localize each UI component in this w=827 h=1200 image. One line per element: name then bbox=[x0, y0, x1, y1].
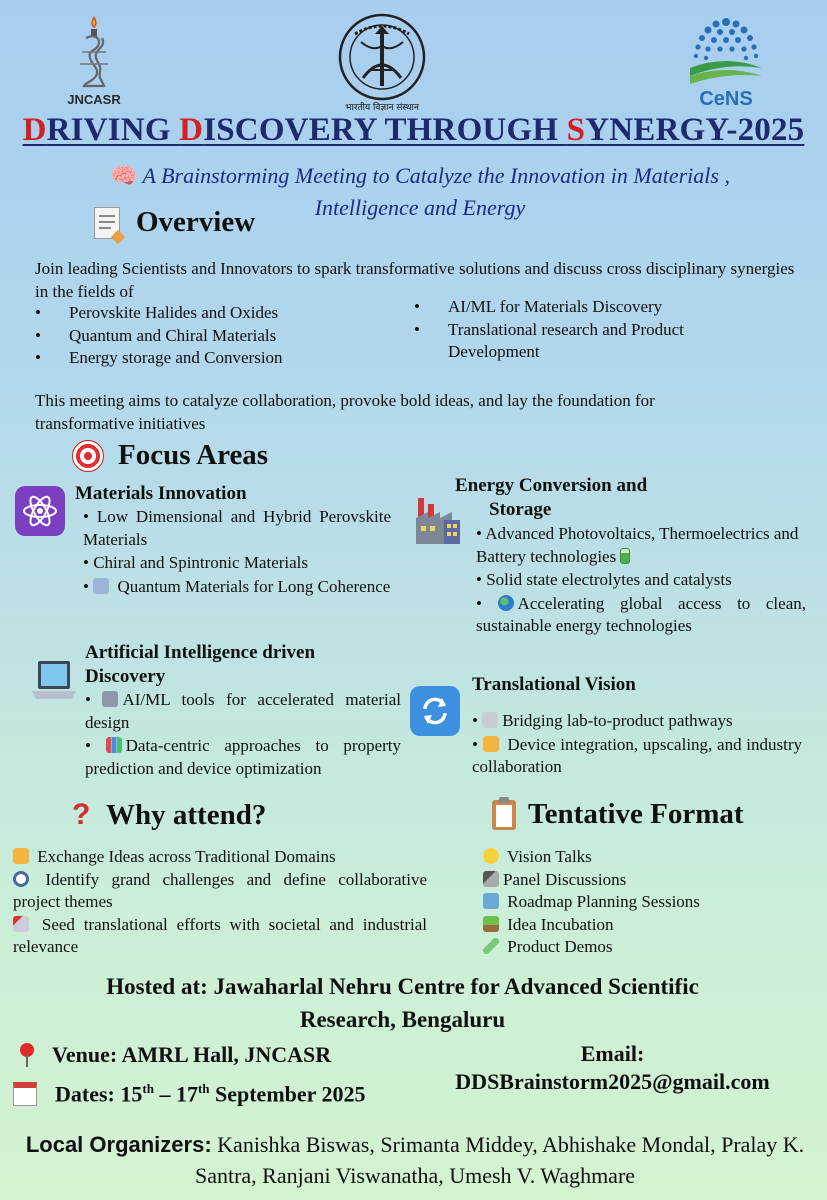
cens-logo bbox=[686, 16, 766, 110]
email-link[interactable]: DDSBrainstorm2025@gmail.com bbox=[455, 1069, 770, 1094]
page-title bbox=[0, 112, 827, 149]
energy-title-line: Storage bbox=[489, 499, 552, 520]
why-list bbox=[13, 846, 427, 959]
list-item: • Device integration, upscaling, and industry collaboration bbox=[472, 734, 803, 776]
subtitle-line: A Brainstorming Meeting to Catalyze the Innovation in Materials , bbox=[142, 163, 730, 188]
list-item: • AI/ML tools for accelerated material design bbox=[85, 690, 402, 732]
target-icon bbox=[72, 440, 104, 472]
list-item: Product Demos bbox=[483, 936, 783, 959]
list-item: Roadmap Planning Sessions bbox=[483, 891, 783, 914]
list-item: Seed translational efforts with societal and industrial relevance bbox=[13, 914, 428, 956]
energy-title bbox=[455, 474, 647, 522]
map-icon bbox=[483, 893, 499, 909]
calendar-icon bbox=[13, 1082, 37, 1106]
energy-title-line: Energy Conversion and bbox=[455, 475, 648, 496]
materials-list bbox=[83, 506, 391, 598]
question-icon: ? bbox=[72, 798, 91, 831]
cens-dots-icon bbox=[686, 16, 766, 90]
email-block bbox=[420, 1040, 805, 1096]
battery-icon bbox=[620, 548, 630, 564]
globe-icon bbox=[498, 595, 514, 611]
overview-closing: This meeting aims to catalyze collaboration, provoke bold ideas, and lay the foundation for transformative initiatives bbox=[35, 391, 655, 433]
title-segment: RIVING bbox=[46, 112, 180, 148]
format-list bbox=[483, 846, 783, 959]
list-item: Identify grand challenges and define collaborative project themes bbox=[13, 869, 427, 911]
venue bbox=[18, 1042, 331, 1068]
materials-title: Materials Innovation bbox=[75, 483, 247, 504]
microphone-icon bbox=[483, 871, 499, 887]
ai-list bbox=[85, 689, 401, 780]
tool-icon bbox=[482, 712, 498, 728]
why-title: Why attend? bbox=[106, 798, 267, 831]
rocket-icon bbox=[13, 916, 29, 932]
laptop-icon bbox=[32, 659, 76, 701]
list-item: Exchange Ideas across Traditional Domains bbox=[13, 846, 427, 869]
list-item: • Translational research and Product Development bbox=[414, 319, 734, 364]
clipboard-icon bbox=[492, 800, 516, 830]
refresh-icon bbox=[410, 686, 460, 736]
list-item: • Low Dimensional and Hybrid Perovskite Materials bbox=[83, 507, 391, 549]
iisc-seal-icon bbox=[333, 12, 431, 102]
hosted-at bbox=[0, 970, 805, 1036]
translational-list bbox=[472, 710, 802, 779]
organizers-label: Local Organizers: bbox=[25, 1132, 212, 1157]
format-heading bbox=[492, 798, 744, 831]
organizers-names: Kanishka Biswas, Srimanta Middey, Abhishake Mondal, Pralay K. Santra, Ranjani Viswanatha, Umesh V. Waghmare bbox=[194, 1132, 805, 1188]
list-item: Panel Discussions bbox=[483, 869, 783, 892]
iisc-caption: भारतीय विज्ञान संस्थान bbox=[345, 103, 419, 113]
hosted-line: Hosted at: Jawaharlal Nehru Centre for Advanced Scientific bbox=[106, 974, 699, 999]
document-icon bbox=[94, 207, 120, 239]
list-item: • Bridging lab-to-product pathways bbox=[472, 711, 733, 730]
handshake-icon bbox=[13, 848, 29, 864]
list-item: • Advanced Photovoltaics, Thermoelectrics and Battery technologies bbox=[476, 524, 799, 566]
list-item: Vision Talks bbox=[483, 846, 783, 869]
list-item: • Solid state electrolytes and catalysts bbox=[476, 570, 732, 589]
bar-chart-icon bbox=[106, 737, 122, 753]
overview-list-right bbox=[414, 296, 734, 364]
pin-icon bbox=[18, 1043, 36, 1067]
microscope-icon bbox=[93, 578, 109, 594]
translational-title: Translational Vision bbox=[472, 674, 636, 695]
list-item: • Data-centric approaches to property prediction and device optimization bbox=[85, 736, 401, 778]
handshake-icon bbox=[483, 736, 499, 752]
magnifier-icon bbox=[13, 871, 29, 887]
subtitle-line: Intelligence and Energy bbox=[314, 195, 526, 220]
overview-title: Overview bbox=[136, 206, 256, 238]
jncasr-logo-text: JNCASR bbox=[67, 92, 121, 107]
email-label: Email: bbox=[580, 1041, 645, 1066]
list-item: • Chiral and Spintronic Materials bbox=[83, 553, 309, 572]
title-segment: YNERGY-2025 bbox=[585, 112, 805, 148]
robot-icon bbox=[102, 691, 118, 707]
lightbulb-icon bbox=[483, 848, 499, 864]
brain-icon: 🧠 bbox=[110, 164, 138, 189]
energy-list bbox=[476, 523, 806, 638]
overview-list-left bbox=[35, 302, 395, 370]
why-heading bbox=[72, 798, 266, 832]
venue-text: Venue: AMRL Hall, JNCASR bbox=[52, 1042, 332, 1067]
organizers bbox=[20, 1129, 810, 1191]
overview-intro: Join leading Scientists and Innovators to spark transformative solutions and discuss cross disciplinary synergies in the fields of bbox=[35, 259, 795, 301]
focus-heading bbox=[72, 439, 268, 472]
iisc-logo bbox=[333, 12, 431, 112]
dates-text: Dates: 15th – 17th September 2025 bbox=[55, 1081, 366, 1107]
list-item: • AI/ML for Materials Discovery bbox=[414, 296, 734, 319]
ai-title bbox=[85, 641, 315, 689]
dates bbox=[13, 1081, 366, 1107]
title-letter: D bbox=[22, 112, 47, 148]
title-segment: ISCOVERY THROUGH bbox=[203, 112, 567, 148]
title-letter: D bbox=[179, 112, 204, 148]
ai-title-line: Artificial Intelligence driven bbox=[85, 642, 316, 663]
ai-title-line: Discovery bbox=[85, 666, 166, 687]
hosted-line: Research, Bengaluru bbox=[299, 1007, 506, 1032]
list-item: • Quantum Materials for Long Coherence bbox=[83, 576, 391, 596]
list-item: • Energy storage and Conversion bbox=[35, 347, 395, 370]
title-letter: S bbox=[566, 112, 586, 148]
atom-icon bbox=[15, 486, 65, 536]
list-item: • Accelerating global access to clean, sustainable energy technologies bbox=[476, 593, 806, 635]
list-item: • Perovskite Halides and Oxides bbox=[35, 302, 395, 325]
focus-title: Focus Areas bbox=[118, 439, 269, 471]
jncasr-logo bbox=[64, 12, 124, 108]
jncasr-emblem-icon bbox=[64, 12, 124, 88]
list-item: Idea Incubation bbox=[483, 914, 783, 937]
overview-heading bbox=[94, 206, 255, 239]
cens-logo-text: CeNS bbox=[699, 88, 753, 110]
format-title: Tentative Format bbox=[528, 798, 744, 830]
list-item: • Quantum and Chiral Materials bbox=[35, 325, 395, 348]
seedling-icon bbox=[483, 916, 499, 932]
test-tube-icon bbox=[483, 938, 499, 954]
